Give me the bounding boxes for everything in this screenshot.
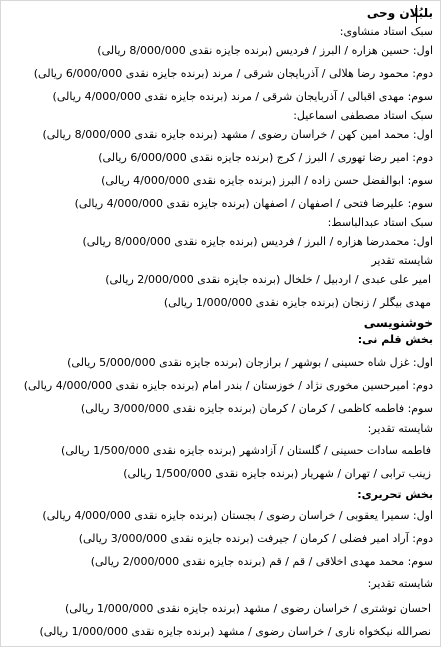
subsection-heading: بخش تحریری:	[357, 488, 433, 501]
result-line: اول: سمیرا یعقوبی / خراسان رضوی / بجستان (برنده جایزه نقدی 4/000/000 ریالی)	[42, 509, 433, 522]
section-heading: شایسته تقدیر:	[367, 422, 433, 435]
result-line: امیر علی عبدی / اردبیل / خلخال (برنده جایزه نقدی 2/000/000 ریالی)	[105, 273, 431, 286]
result-line: دوم: امیرحسین مخوری نژاد / خوزستان / بندر امام (برنده جایزه نقدی 4/000/000 ریالی)	[23, 379, 433, 392]
section-heading: شایسته تقدیر:	[367, 577, 433, 590]
result-line: اول: محمد امین کهن / خراسان رضوی / مشهد (برنده جایزه نقدی 8/000/000 ریالی)	[42, 128, 433, 141]
section-heading: سبک استاد عبدالباسط:	[327, 216, 433, 229]
result-line: فاطمه سادات حسینی / گلستان / آزادشهر (برنده جایزه نقدی 1/500/000 ریالی)	[61, 444, 431, 457]
result-line: دوم: امیر رضا تهوری / البرز / کرج (برنده جایزه نقدی 6/000/000 ریالی)	[98, 151, 433, 164]
result-line: سوم: علیرضا فتحی / اصفهان / اصفهان (برنده جایزه نقدی 4/000/000 ریالی)	[74, 197, 433, 210]
result-line: دوم: آراد امیر فضلی / کرمان / جیرفت (برنده جایزه نقدی 3/000/000 ریالی)	[78, 532, 433, 545]
subsection-heading: بخش قلم نی:	[357, 333, 433, 346]
result-line: سوم: فاطمه کاظمی / کرمان / کرمان (برنده جایزه نقدی 3/000/000 ریالی)	[80, 402, 433, 415]
result-line: اول: محمدرضا هزاره / البرز / فردیس (برنده جایزه نقدی 8/000/000 ریالی)	[82, 235, 433, 248]
result-line: اول: حسین هزاره / البرز / فردیس (برنده جایزه نقدی 8/000/000 ریالی)	[97, 44, 433, 57]
result-line: زینب ترابی / تهران / شهریار (برنده جایزه نقدی 1/500/000 ریالی)	[123, 467, 431, 480]
result-line: احسان توشتری / خراسان رضوی / مشهد (برنده جایزه نقدی 1/000/000 ریالی)	[64, 602, 431, 615]
result-line: اول: غزل شاه حسینی / بوشهر / برازجان (برنده جایزه نقدی 5/000/000 ریالی)	[67, 356, 433, 369]
result-line: مهدی بیگلر / زنجان (برنده جایزه نقدی 1/000/000 ریالی)	[163, 296, 431, 309]
result-line: سوم: محمد مهدی اخلاقی / قم / قم (برنده جایزه نقدی 2/000/000 ریالی)	[90, 555, 433, 568]
result-line: دوم: محمود رضا هلالی / آذربایجان شرقی / مرند (برنده جایزه نقدی 6/000/000 ریالی)	[33, 67, 433, 80]
section-heading: شایسته تقدیر	[371, 254, 433, 267]
result-line: سوم: مهدی اقبالی / آذربایجان شرقی / مرند (برنده جایزه نقدی 4/000/000 ریالی)	[52, 90, 433, 103]
result-line: نصرالله نیکخواه ناری / خراسان رضوی / مشهد (برنده جایزه نقدی 1/000/000 ریالی)	[39, 625, 431, 638]
section-heading: سبک استاد منشاوی:	[339, 25, 433, 38]
section-heading: سبک استاد مصطفی اسماعیل:	[293, 109, 433, 122]
section-title: خوشنویسی	[363, 316, 433, 330]
result-line: سوم: ابوالفضل حسن زاده / البرز (برنده جایزه نقدی 4/000/000 ریالی)	[101, 174, 433, 187]
document-title: بلبُلان وحی	[366, 6, 433, 20]
